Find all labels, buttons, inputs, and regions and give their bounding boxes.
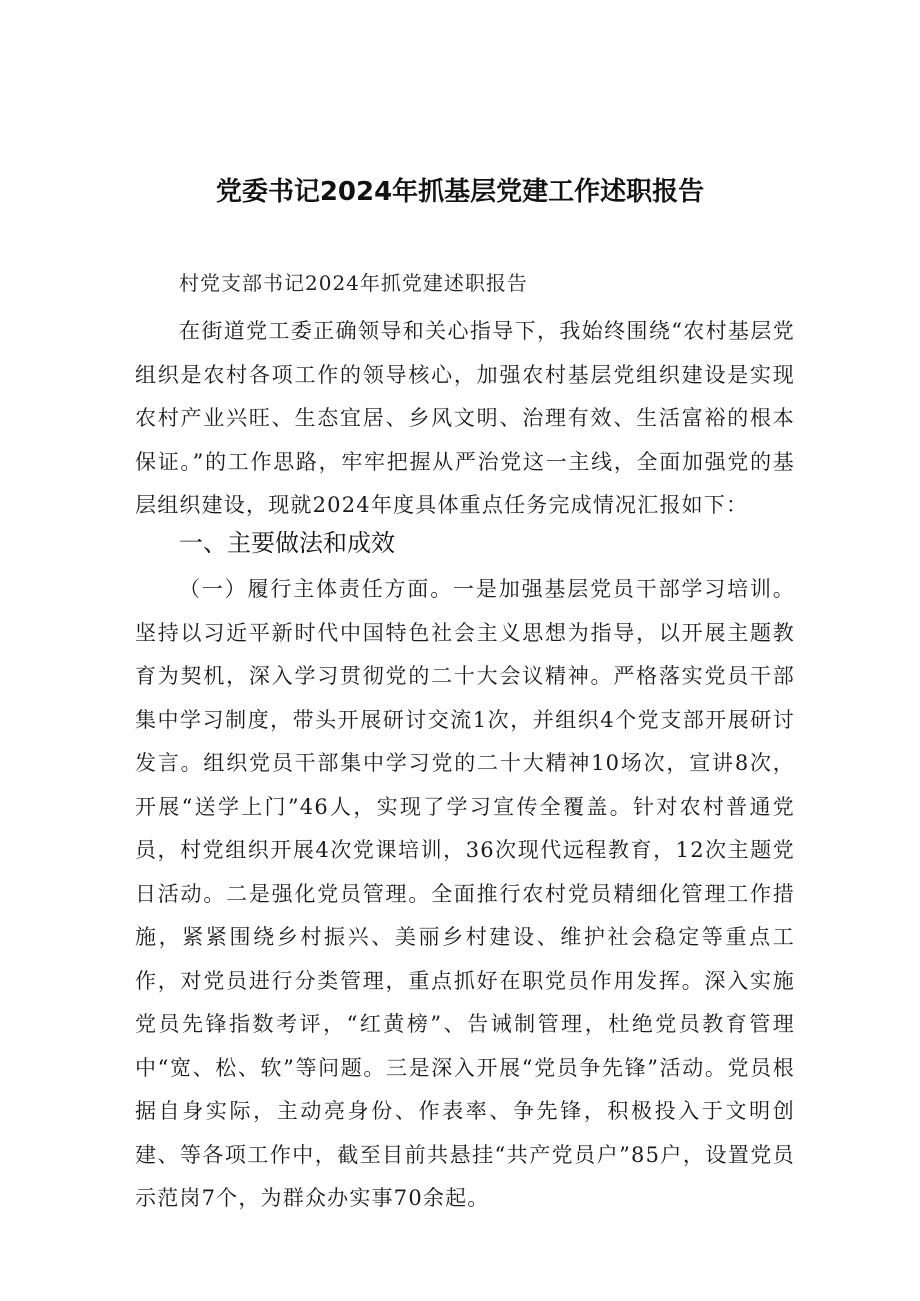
section-paragraph: （一）履行主体责任方面。一是加强基层党员干部学习培训。坚持以习近平新时代中国特色社会主义思想为指导，以开展主题教育为契机，深入学习贯彻党的二十大会议精神。严格落实党员干部集中学习制度，带头开展研讨交流1次，并组织4个党支部开展研讨发言。组织党员干部集中学习党的二十大精神10场次，宣讲8次，开展“送学上门”46人，实现了学习宣传全覆盖。针对农村普通党员，村党组织开展4次党课培训，36次现代远程教育，12次主题党日活动。二是强化党员管理。全面推行农村党员精细化管理工作措施，紧紧围绕乡村振兴、美丽乡村建设、维护社会稳定等重点工作，对党员进行分类管理，重点抓好在职党员作用发挥。深入实施党员先锋指数考评，“红黄榜”、告诫制管理，杜绝党员教育管理中“宽、松、软”等问题。三是深入开展“党员争先锋”活动。党员根据自身实际，主动亮身份、作表率、争先锋，积极投入于文明创建、等各项工作中，截至目前共悬挂“共产党员户”85户，设置党员示范岗7个，为群众办实事70余起。 bbox=[135, 577, 795, 1210]
document-subtitle: 村党支部书记2024年抓党建述职报告 bbox=[179, 271, 528, 295]
document-title: 党委书记2024年抓基层党建工作述职报告 bbox=[215, 177, 705, 207]
intro-paragraph: 在街道党工委正确领导和关心指导下，我始终围绕“农村基层党组织是农村各项工作的领导核心，加强农村基层党组织建设是实现农村产业兴旺、生态宜居、乡风文明、治理有效、生活富裕的根本保证。”的工作思路，牢牢把握从严治党这一主线，全面加强党的基层组织建设，现就2024年度具体重点任务完成情况汇报如下： bbox=[135, 319, 795, 517]
section-heading: 一、主要做法和成效 bbox=[179, 529, 395, 557]
